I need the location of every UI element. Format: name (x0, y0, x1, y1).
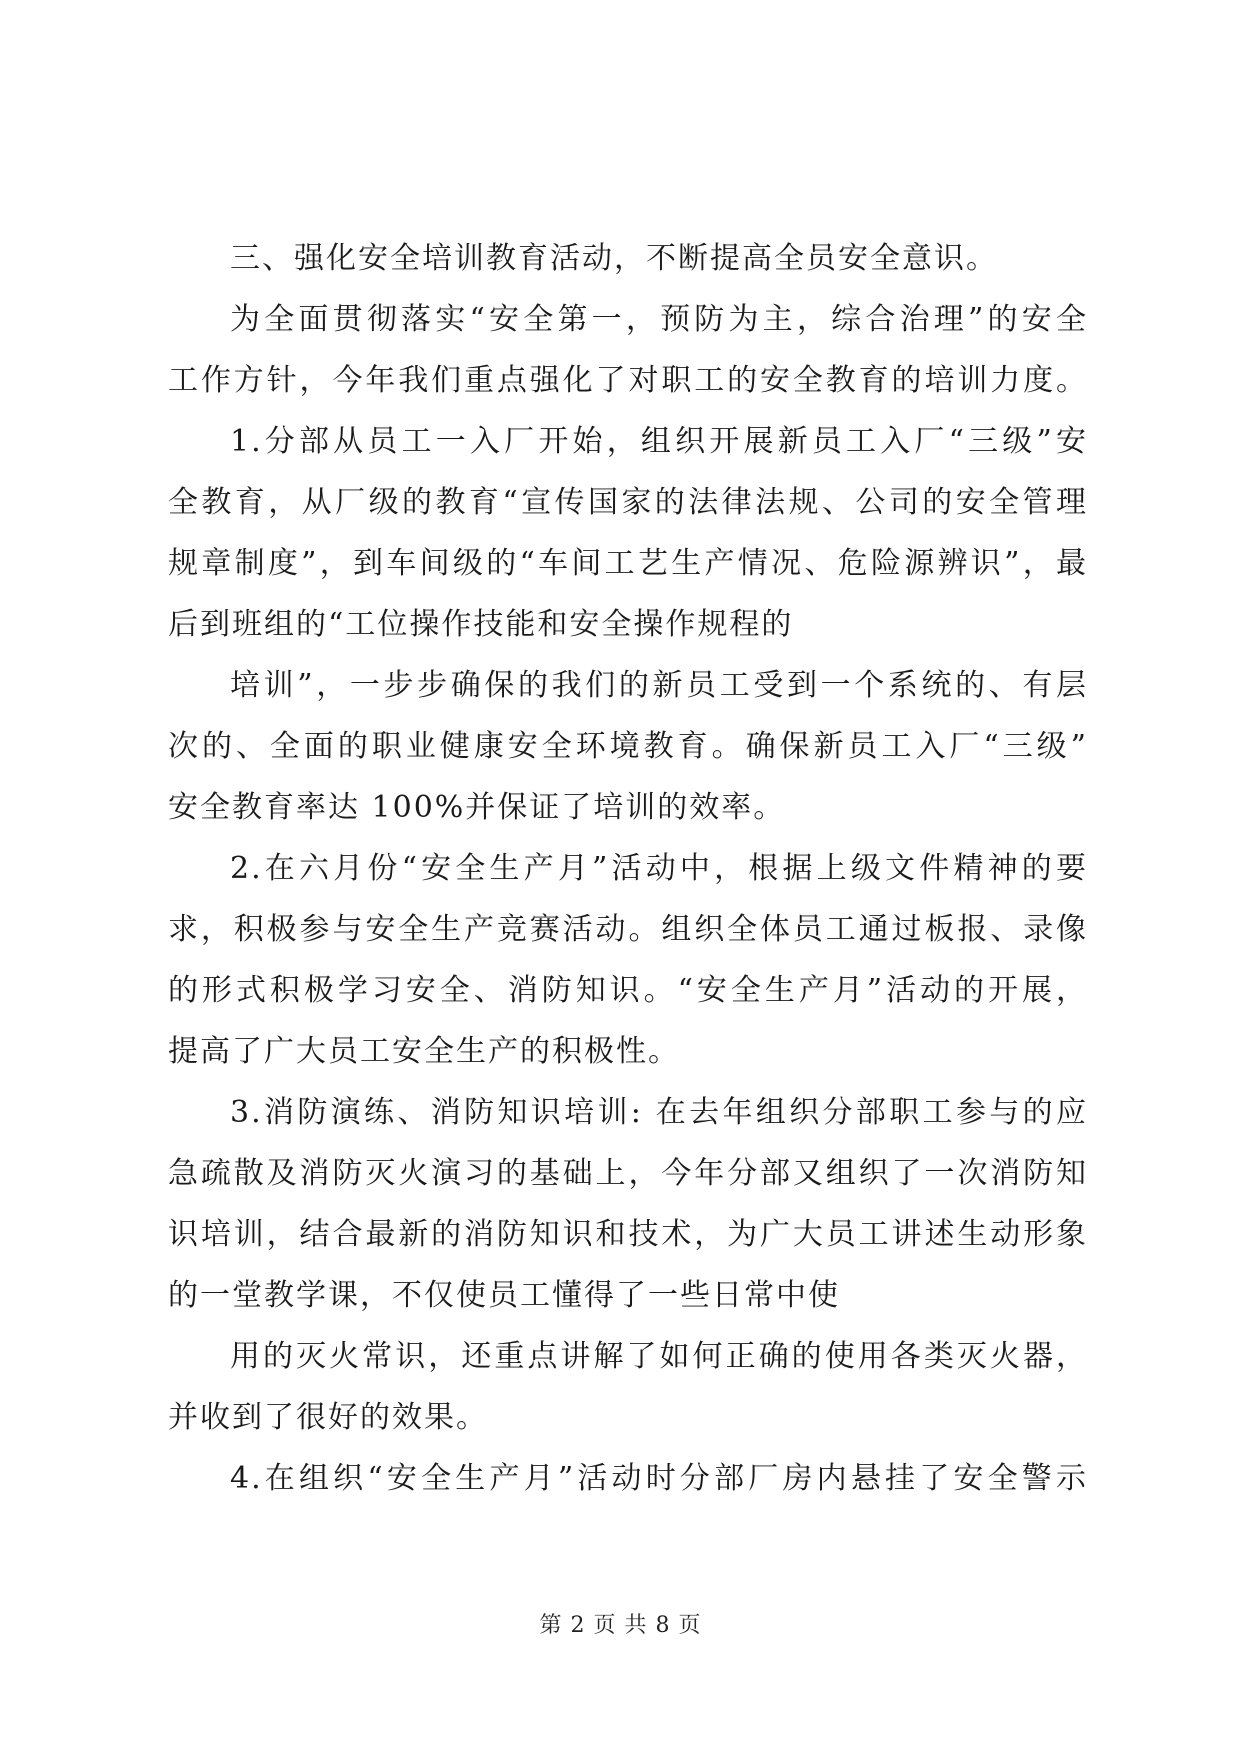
text-line: 提高了广大员工安全生产的积极性。 (168, 1034, 680, 1069)
document-body (168, 228, 1088, 1509)
text-line: 全教育，从厂级的教育“宣传国家的法律法规、公司的安全管理 (168, 485, 1088, 520)
text-line: 次的、全面的职业健康安全环境教育。确保新员工入厂“三级” (168, 729, 1088, 764)
text-line: 3.消防演练、消防知识培训: 在去年组织分部职工参与的应 (230, 1095, 1088, 1130)
text-line: 用的灭火常识，还重点讲解了如何正确的使用各类灭火器， (230, 1339, 1088, 1374)
text-line: 的一堂教学课，不仅使员工懂得了一些日常中使 (168, 1278, 840, 1313)
text-line: 规章制度”，到车间级的“车间工艺生产情况、危险源辨识”，最 (168, 546, 1088, 581)
text-line: 三、强化安全培训教育活动，不断提高全员安全意识。 (230, 241, 998, 276)
text-line: 后到班组的“工位操作技能和安全操作规程的 (168, 607, 794, 642)
text-line: 培训”，一步步确保的我们的新员工受到一个系统的、有层 (230, 668, 1088, 703)
text-line: 工作方针，今年我们重点强化了对职工的安全教育的培训力度。 (168, 363, 1088, 398)
text-line: 为全面贯彻落实“安全第一，预防为主，综合治理”的安全 (230, 302, 1088, 337)
text-line: 的形式积极学习安全、消防知识。“安全生产月”活动的开展， (168, 973, 1088, 1008)
text-line: 求，积极参与安全生产竞赛活动。组织全体员工通过板报、录像 (168, 912, 1088, 947)
page-number-footer: 第 2 页 共 8 页 (539, 1613, 702, 1638)
text-line: 急疏散及消防灭火演习的基础上，今年分部又组织了一次消防知 (168, 1156, 1088, 1191)
text-line: 识培训，结合最新的消防知识和技术，为广大员工讲述生动形象 (168, 1217, 1088, 1252)
text-line: 2.在六月份“安全生产月”活动中，根据上级文件精神的要 (230, 851, 1088, 886)
text-line: 安全教育率达 100%并保证了培训的效率。 (168, 790, 786, 825)
text-line: 并收到了很好的效果。 (168, 1400, 488, 1435)
text-line: 4.在组织“安全生产月”活动时分部厂房内悬挂了安全警示 (230, 1461, 1088, 1496)
text-line: 1.分部从员工一入厂开始，组织开展新员工入厂“三级”安 (230, 424, 1088, 459)
